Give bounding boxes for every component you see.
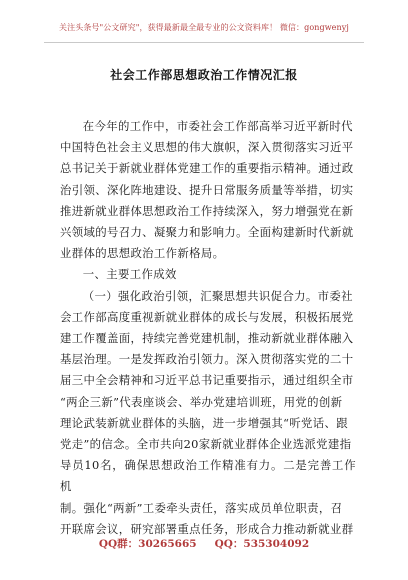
document-title: 社会工作部思想政治工作情况汇报	[110, 68, 298, 82]
subsection-paragraph	[60, 286, 356, 540]
text-line: 届三中全会精神和习近平总书记重要指示，通过组织全市	[60, 373, 354, 388]
text-line: 业群体的思想政治工作新格局。	[60, 246, 225, 261]
text-line: 在今年的工作中，市委社会工作部高举习近平新时代	[82, 119, 353, 133]
footer-contact	[0, 536, 408, 551]
text-line: 制。强化“两新”工委牵头责任，落实成员单位职责，召	[60, 500, 343, 515]
intro-paragraph	[60, 116, 356, 264]
qq-group-number: QQ群：30265665	[98, 538, 197, 550]
text-line: 党走”的信念。全市共向20家新就业群体企业选派党建指	[60, 437, 352, 452]
text-line: 治引领、深化阵地建设、提升日常服务质量等举措，切实	[60, 182, 354, 197]
text-line: 会工作部高度重视新就业群体的成长与发展，积极拓展党	[60, 309, 354, 324]
header-banner: 关注头条号"公文研究"，获得最新最全最专业的公文资料库！ 微信：gongwenyj	[59, 23, 349, 32]
text-line: “两企三新”代表座谈会、举办党建培训班，用党的创新	[60, 394, 343, 409]
qq-number: QQ：535304092	[214, 538, 310, 550]
section-heading: 一、主要工作成效	[82, 267, 177, 282]
text-line: 推进新就业群体思想政治工作持续深入，努力增强党在新	[60, 203, 354, 218]
text-line: 开联席会议，研究部署重点任务，形成合力推动新就业群	[60, 521, 354, 536]
text-line: 总书记关于新就业群体党建工作的重要指示精神。通过政	[60, 161, 354, 176]
text-line: 建工作覆盖面，持续完善党建机制，推动新就业群体融入	[60, 331, 354, 346]
header-divider	[44, 42, 364, 43]
document-body	[60, 116, 356, 540]
text-line: 导员10名，确保思想政治工作精准有力。二是完善工作机	[60, 458, 356, 494]
text-line: 兴领域的号召力、凝聚力和影响力。全面构建新时代新就	[60, 225, 354, 240]
text-line: 理论武装新就业群体的头脑，进一步增强其“听党话、跟	[60, 415, 348, 430]
text-line: 基层治理。一是发挥政治引领力。深入贯彻落实党的二十	[60, 352, 354, 367]
text-line: （一）强化政治引领，汇聚思想共识促合力。市委社	[82, 288, 353, 303]
text-line: 中国特色社会主义思想的伟大旗帜，深入贯彻落实习近平	[60, 140, 354, 155]
